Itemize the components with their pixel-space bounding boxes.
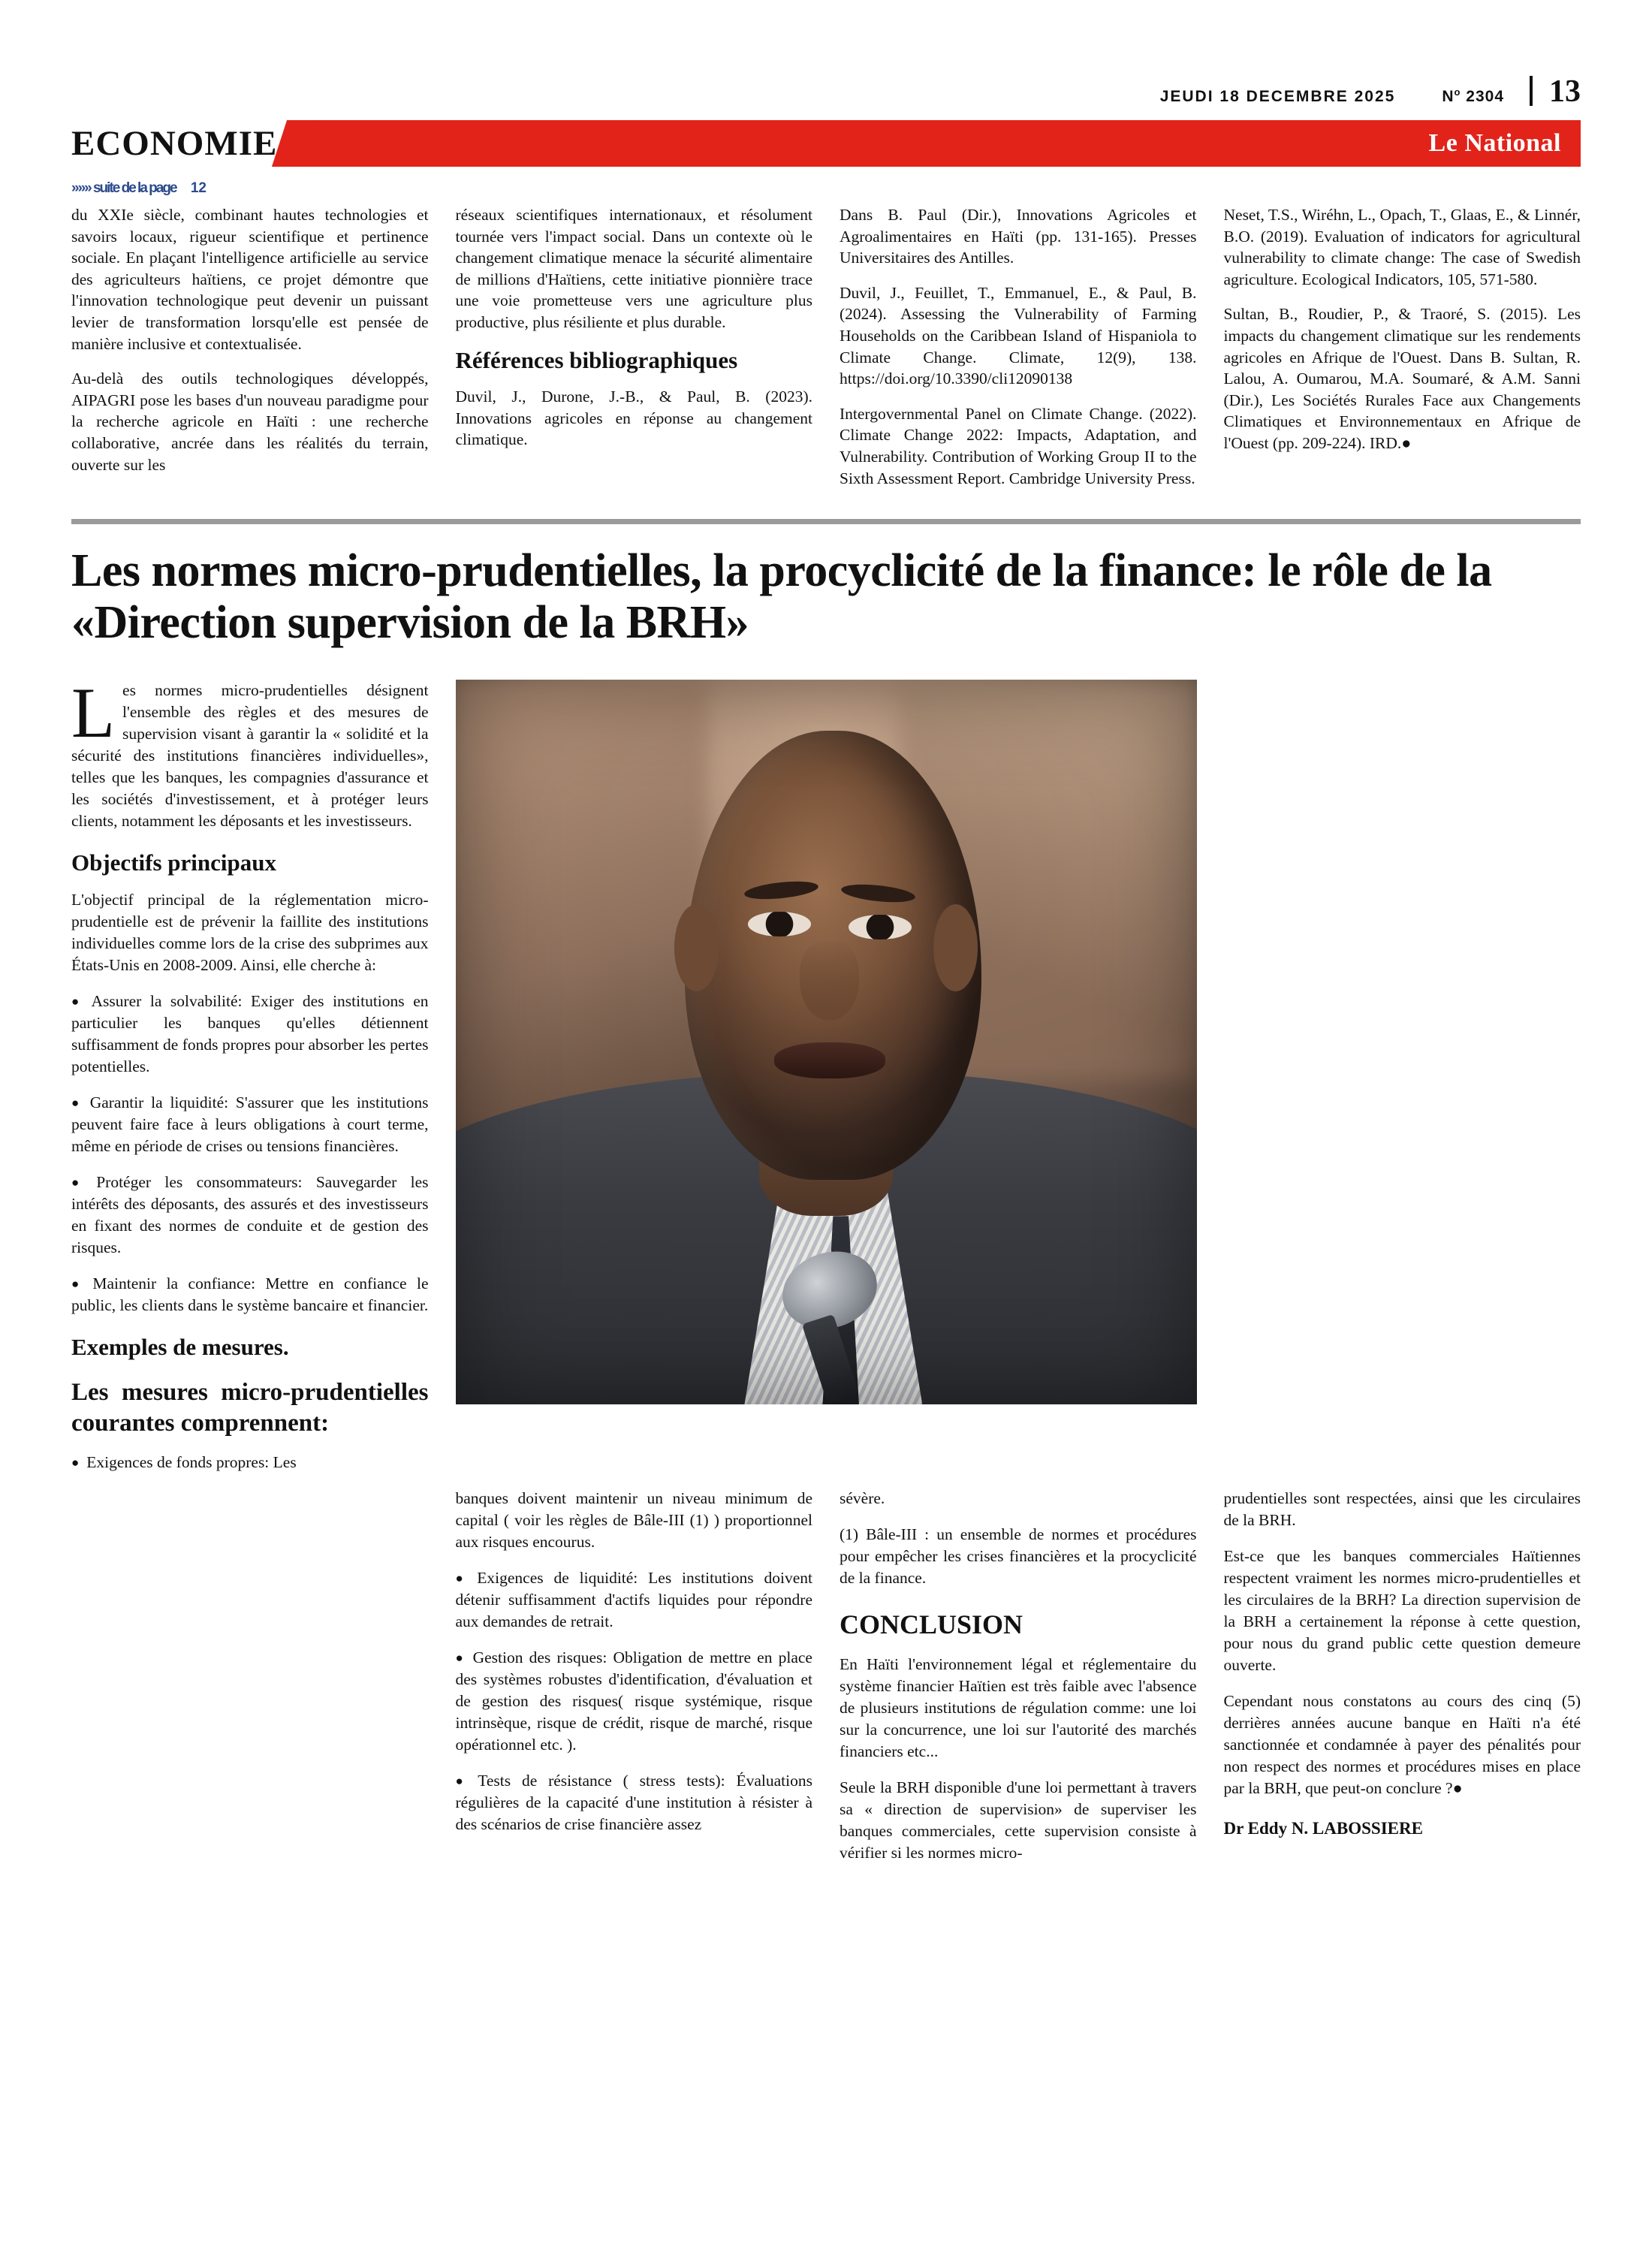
bullet-text: Garantir la liquidité: S'assurer que les institutions peuvent faire face à leurs obligations à court terme, même en période de crises ou tensions financières.: [71, 1093, 429, 1155]
issue-date: JEUDI 18 DECEMBRE 2025: [1159, 88, 1396, 105]
paragraph: sévère.: [840, 1488, 885, 1507]
continued-chevrons: »»» suite de la page: [71, 180, 176, 196]
bullet-dot-icon: ●: [455, 1571, 470, 1586]
bullet-item: [71, 1172, 429, 1259]
issue-number: [1442, 86, 1504, 106]
subheading-mesures: Les mesures micro-prudentielles courantes comprennent:: [71, 1379, 429, 1437]
brand-bar: [299, 120, 1581, 167]
bullet-text: Tests de résistance ( stress tests): Évaluations régulières de la capacité d'une institution à résister à des scénarios de crise financière assez: [455, 1771, 812, 1833]
bullet-item: [456, 1647, 813, 1756]
continued-from-label: [71, 180, 1581, 197]
continued-column-3: [840, 204, 1197, 502]
bullet-text: Protéger les consommateurs: Sauvegarder les intérêts des déposants, des assurés et des investisseurs en fixant des normes de conduite et de gestion des risques.: [71, 1172, 429, 1256]
bullet-item: [71, 991, 429, 1078]
bullet-text: Exigences de liquidité: Les institutions doivent détenir suffisamment d'actifs liquides pour répondre aux demandes de retrait.: [455, 1568, 812, 1630]
continued-story-columns: [71, 204, 1581, 502]
continued-column-1: [71, 204, 429, 502]
masthead-bar: [71, 120, 1581, 167]
article-columns: [71, 673, 1581, 1878]
paragraph: prudentielles sont respectées, ainsi que les circulaires de la BRH.: [1223, 1488, 1581, 1529]
subheading-exemples: Exemples de mesures.: [71, 1333, 289, 1360]
reference-item: Intergovernmental Panel on Climate Change. (2022). Climate Change 2022: Impacts, Adaptation, and Vulnerability. Contribution of Working Group II to the Sixth Assessment Report. Cambridge University Press.: [840, 404, 1197, 487]
article-column-1-bottom: [71, 1488, 429, 1878]
bullet-item: [71, 1273, 429, 1317]
lead-paragraph: Les normes micro-prudentielles désignent l'ensemble des règles et des mesures de supervision visant à garantir la « solidité et la sécurité des institutions financières individuelles», telles que les banques, les compagnies d'assurance et les sociétés d'investissement, et à protéger leurs clients, notamment les déposants et les investisseurs.: [71, 673, 429, 831]
paragraph: Cependant nous constatons au cours des cinq (5) derrières années aucune banque en Haïti n'a été sanctionnée et condamnée à payer des pénalités pour non respect des normes et procédures mises en place par la BRH, que peut-on conclure ?●: [1223, 1691, 1581, 1797]
author-byline: Dr Eddy N. LABOSSIERE: [1223, 1818, 1423, 1838]
bullet-dot-icon: ●: [71, 1277, 86, 1292]
continued-column-2: [456, 204, 813, 502]
page-number: 13: [1549, 74, 1581, 109]
section-divider: [71, 519, 1581, 524]
article-column-3: [840, 1488, 1197, 1878]
bullet-text: Maintenir la confiance: Mettre en confiance le public, les clients dans le système bancaire et financier.: [71, 1274, 429, 1314]
bullet-dot-icon: ●: [455, 1774, 471, 1789]
bullet-dot-icon: ●: [455, 1651, 466, 1666]
reference-item: Duvil, J., Durone, J.-B., & Paul, B. (2023). Innovations agricoles en réponse au changement climatique.: [455, 388, 812, 449]
footnote: (1) Bâle-III : un ensemble de normes et procédures pour empêcher les crises financières et la procyclicité de la finance.: [840, 1525, 1197, 1587]
conclusion-heading: CONCLUSION: [840, 1609, 1023, 1639]
masthead-meta: [71, 0, 1581, 110]
article-column-1: [71, 673, 429, 1487]
bullet-dot-icon: ●: [71, 1096, 83, 1111]
paragraph: Seule la BRH disponible d'une loi permettant à travers sa « direction de supervision» de superviser les banques commerciales, cette supervision consiste à vérifier si les normes micro-: [840, 1778, 1197, 1862]
issue-prefix-sup: o: [1454, 86, 1461, 98]
article-column-2: [456, 1488, 813, 1878]
paragraph: du XXIe siècle, combinant hautes technologies et savoirs locaux, rigueur scientifique et pertinence sociale. En plaçant l'intelligence artificielle au service des agriculteurs haïtiens, ce projet démontre que l'innovation technologique peut devenir un puissant levier de transformation lorsqu'elle est pensée de manière inclusive et contextualisée.: [71, 206, 429, 353]
reference-item: Duvil, J., Feuillet, T., Emmanuel, E., & Paul, B. (2024). Assessing the Vulnerability of Farming Households on the Caribbean Island of Hispaniola to Climate Change. Climate, 12(9), 138. https://doi.org/10.3390/cli12090138: [840, 283, 1197, 388]
issue-prefix: N: [1442, 88, 1455, 105]
references-heading: Références bibliographiques: [455, 346, 738, 373]
paragraph: Est-ce que les banques commerciales Haïtiennes respectent vraiment les normes micro-prudentielles et les circulaires de la BRH? La direction supervision de la BRH a certainement la réponse à cette question, pour nous du grand public cette question demeure ouverte.: [1223, 1546, 1581, 1674]
bullet-item: [456, 1770, 813, 1835]
paragraph: L'objectif principal de la réglementation micro-prudentielle est de prévenir la faillite des institutions individuelles comme lors de la crise des subprimes aux États-Unis en 2008-2009. Ainsi, elle cherche à:: [71, 890, 429, 974]
bullet-text: Assurer la solvabilité: Exiger des institutions en particulier les banques qu'elles détiennent suffisamment de fonds propres pour absorber les pertes potentielles.: [71, 991, 429, 1075]
bullet-item: [456, 1567, 813, 1633]
article-column-4: [1224, 1488, 1581, 1878]
reference-item: Sultan, B., Roudier, P., & Traoré, S. (2015). Les impacts du changement climatique sur les rendements agricoles en Afrique de l'Ouest. Dans B. Sultan, R. Lalou, A. Oumarou, M.A. Soumaré, & A.M. Sanni (Dir.), Les Sociétés Rurales Face aux Changements Climatiques et Environnementaux en Afrique de l'Ouest (pp. 209-224). IRD.●: [1223, 305, 1581, 452]
article-column-4-top: [1224, 680, 1581, 1487]
continued-page-number: 12: [190, 180, 206, 196]
paragraph: En Haïti l'environnement légal et réglementaire du système financier Haïtien est très faible avec l'absence de plusieurs institutions de régulation comme: une loi sur la concurrence, une loi sur l'autorité des marchés financiers etc...: [840, 1654, 1197, 1760]
bullet-item: [71, 1092, 429, 1157]
article-headline: Les normes micro-prudentielles, la procyclicité de la finance: le rôle de la «Direction supervision de la BRH»: [71, 545, 1492, 648]
reference-item: Neset, T.S., Wiréhn, L., Opach, T., Glaas, E., & Linnér, B.O. (2019). Evaluation of indicators for agricultural vulnerability to climate change: The case of Swedish agriculture. Ecological Indicators, 105, 571-580.: [1223, 206, 1581, 288]
section-title: ECONOMIE: [71, 124, 278, 163]
article-photo-wrapper: [456, 680, 1197, 1476]
issue-number-value: 2304: [1466, 88, 1504, 105]
brand-logo: Le National: [1428, 129, 1561, 157]
bullet-text: Gestion des risques: Obligation de mettre en place des systèmes robustes d'identification, d'évaluation et de gestion des risques( risque systémique, risque intrinsèque, risque de crédit, risque de marché, risque opérationnel etc. ).: [455, 1648, 812, 1754]
paragraph: réseaux scientifiques internationaux, et résolument tournée vers l'impact social. Dans un contexte où le changement climatique menace la sécurité alimentaire de millions d'Haïtiens, cette initiative pionnière trace une voie prometteuse vers une agriculture plus productive, plus résiliente et plus durable.: [455, 206, 812, 331]
portrait-photo: [456, 680, 1197, 1404]
bullet-dot-icon: ●: [71, 1175, 89, 1190]
subheading-objectifs: Objectifs principaux: [71, 849, 276, 876]
paragraph: banques doivent maintenir un niveau minimum de capital ( voir les règles de Bâle-III (1) ) proportionnel aux risques encourus.: [455, 1488, 812, 1551]
bullet-item: [71, 1452, 429, 1473]
photo-vignette: [456, 680, 1197, 1404]
bullet-dot-icon: ●: [71, 1455, 80, 1470]
bullet-text: Exigences de fonds propres: Les: [86, 1452, 297, 1471]
reference-item: Dans B. Paul (Dir.), Innovations Agricoles et Agroalimentaires en Haïti (pp. 131-165). Presses Universitaires des Antilles.: [840, 206, 1197, 267]
continued-column-4: [1224, 204, 1581, 502]
masthead-divider: [1530, 76, 1533, 106]
paragraph: Au-delà des outils technologiques développés, AIPAGRI pose les bases d'un nouveau paradigme pour la recherche agricole en Haïti : une recherche collaborative, ancrée dans les réalités du terrain, ouverte sur les: [71, 369, 429, 474]
bullet-dot-icon: ●: [71, 994, 84, 1009]
